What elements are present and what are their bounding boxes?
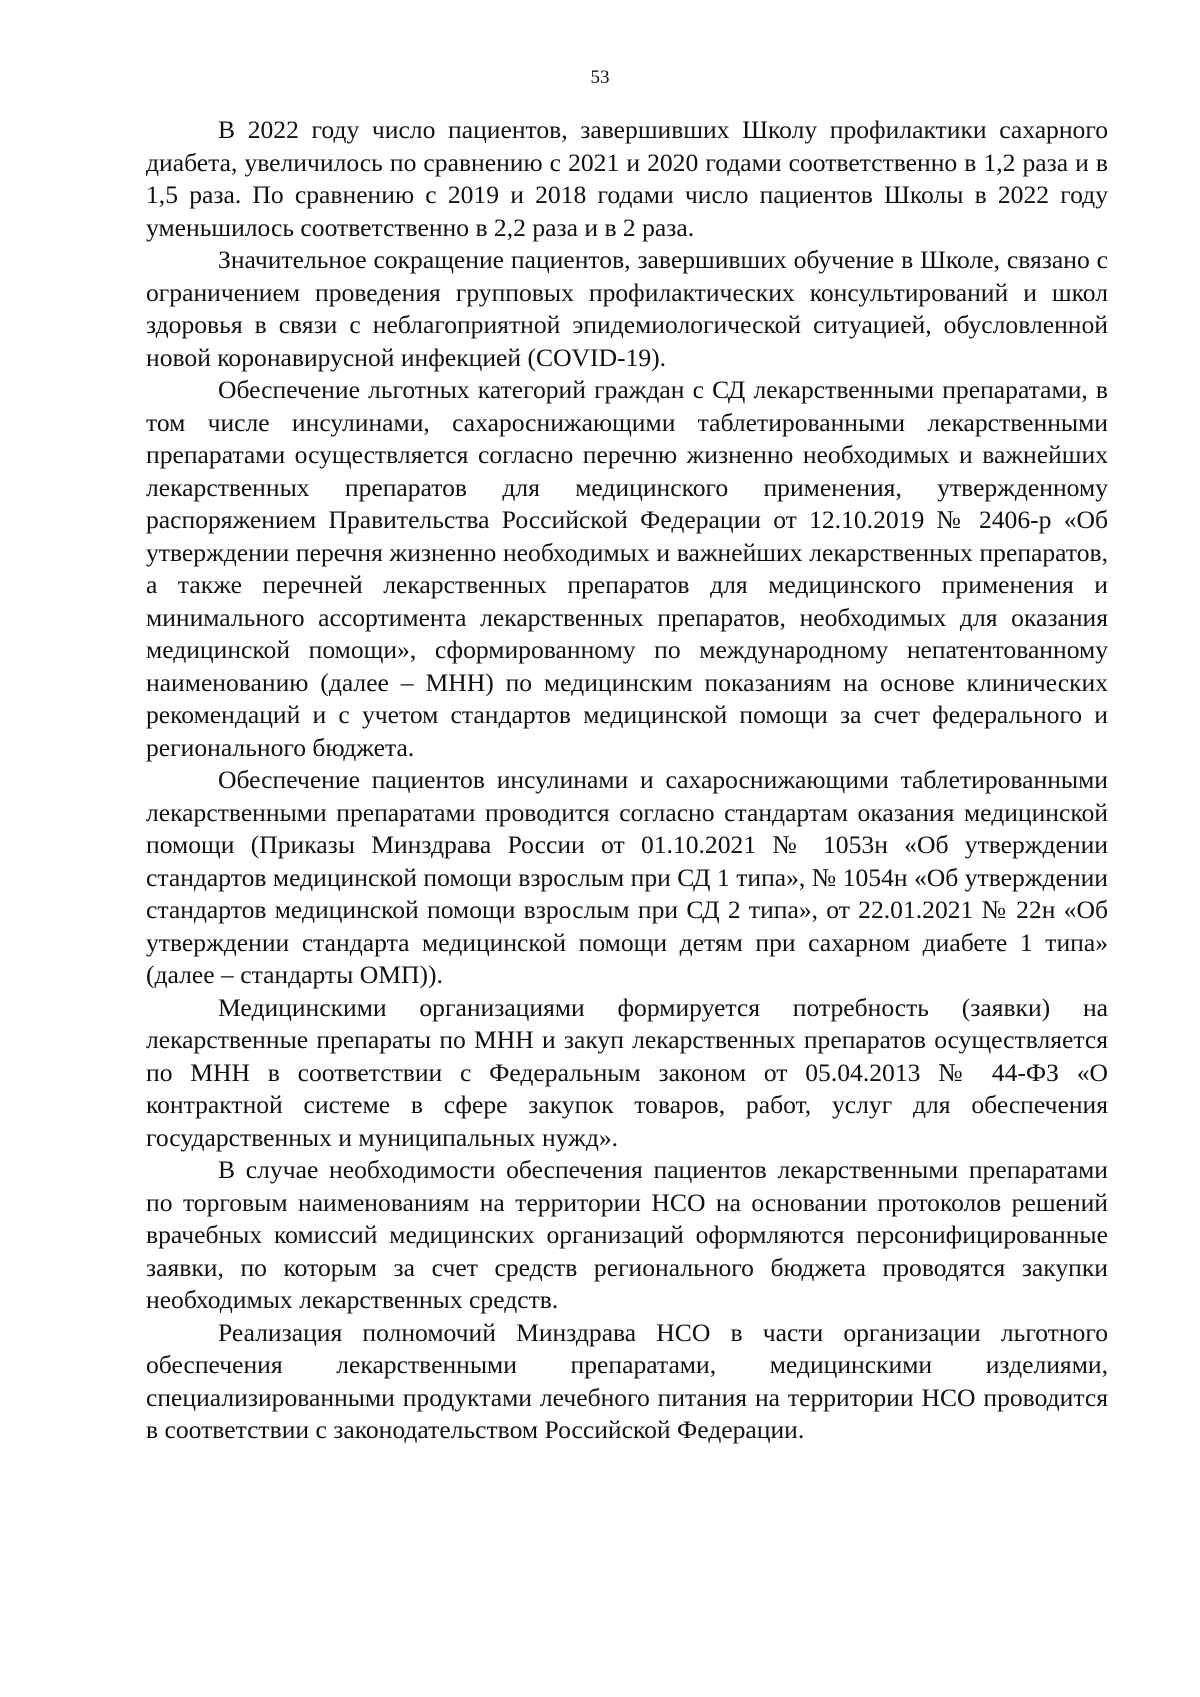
paragraph-procurement: Медицинскими организациями формируется потребность (заявки) на лекарственные препараты по МНН и закуп лекарственных препаратов осуществляется по МНН в соответствии с Федеральным законом от 05.04.2013 № 44-ФЗ «О контрактной системе в сфере закупок товаров, работ, услуг для обеспечения государственных и муниципальных нужд». [146, 992, 1108, 1152]
paragraph-regional-powers: Реализация полномочий Минздрава НСО в части организации льготного обеспечения лекарственными препаратами, медицинскими изделиями, специализированными продуктами лечебного питания на территории НСО проводится в соответствии с законодательством Российской Федерации. [146, 1317, 1108, 1444]
paragraph-school-statistics: В 2022 году число пациентов, завершивших Школу профилактики сахарного диабета, увеличилось по сравнению с 2021 и 2020 годами соответственно в 1,2 раза и в 1,5 раза. По сравнению с 2019 и 2018 годами число пациентов Школы в 2022 году уменьшилось соответственно в 2,2 раза и в 2 раза. [146, 115, 1108, 242]
paragraph-drug-provision-list: Обеспечение льготных категорий граждан с СД лекарственными препаратами, в том числе инсулинами, сахароснижающими таблетированными лекарственными препаратами осуществляется согласно перечню жизненно необходимых и важнейших лекарственных препаратов для медицинского применения, утвержденному распоряжением Правительства Российской Федерации от 12.10.2019 № 2406-р «Об утверждении перечня жизненно необходимых и важнейших лекарственных препаратов, а также перечней лекарственных препаратов для медицинского применения и минимального ассортимента лекарственных препаратов, необходимых для оказания медицинской помощи», сформированному по международному непатентованному наименованию (далее – МНН) по медицинским показаниям на основе клинических рекомендаций и с учетом стандартов медицинской помощи за счет федерального и регионального бюджета. [146, 375, 1108, 762]
paragraph-care-standards: Обеспечение пациентов инсулинами и сахароснижающими таблетированными лекарственными препаратами проводится согласно стандартам оказания медицинской помощи (Приказы Минздрава России от 01.10.2021 № 1053н «Об утверждении стандартов медицинской помощи взрослым при СД 1 типа», № 1054н «Об утверждении стандартов медицинской помощи взрослым при СД 2 типа», от 22.01.2021 № 22н «Об утверждении стандарта медицинской помощи детям при сахарном диабете 1 типа» (далее – стандарты ОМП)). [146, 765, 1108, 989]
paragraph-trade-names: В случае необходимости обеспечения пациентов лекарственными препаратами по торговым наименованиям на территории НСО на основании протоколов решений врачебных комиссий медицинских организаций оформляются персонифицированные заявки, по которым за счет средств регионального бюджета проводятся закупки необходимых лекарственных средств. [146, 1155, 1108, 1314]
page-number: 53 [590, 67, 610, 88]
paragraph-covid-reduction: Значительное сокращение пациентов, завершивших обучение в Школе, связано с ограничением проведения групповых профилактических консультирований и школ здоровья в связи с неблагоприятной эпидемиологической ситуацией, обусловленной новой коронавирусной инфекцией (COVID-19). [146, 245, 1108, 372]
body-text [146, 114, 1108, 1447]
